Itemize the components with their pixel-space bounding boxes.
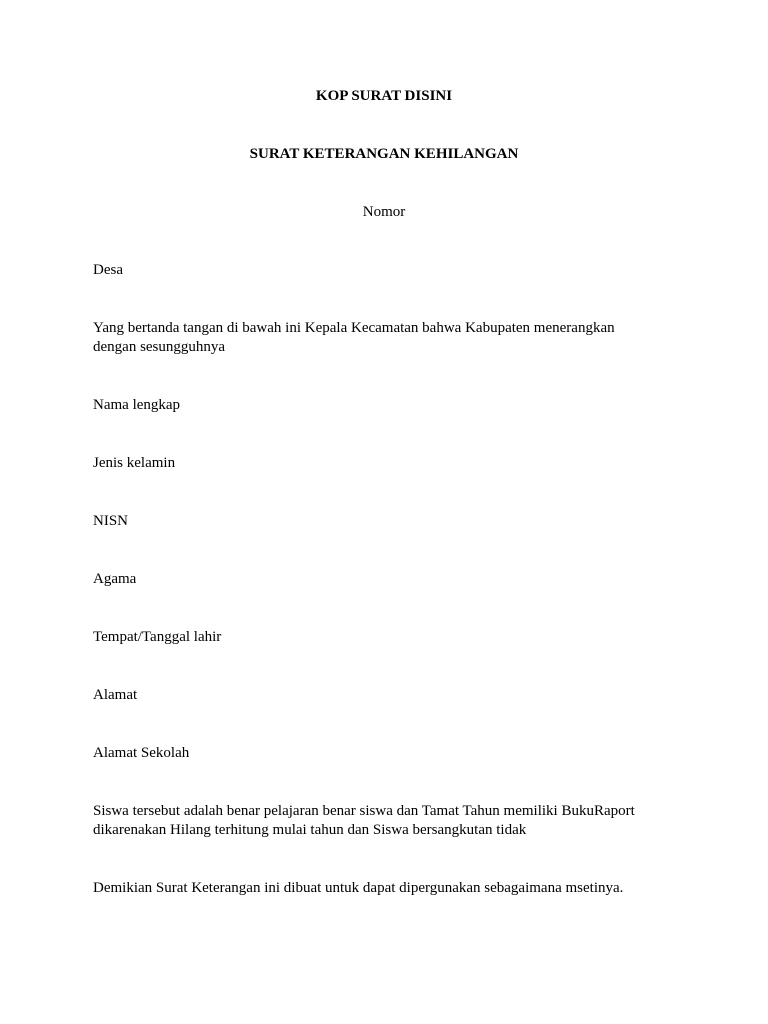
field-gender: Jenis kelamin	[93, 455, 176, 471]
statement-line-2: dikarenakan Hilang terhitung mulai tahun dan Siswa bersangkutan tidak	[93, 822, 527, 838]
field-nisn: NISN	[93, 513, 129, 529]
field-full-name: Nama lengkap	[93, 397, 181, 413]
intro-line-2: dengan sesungguhnya	[93, 339, 226, 355]
village-label: Desa	[93, 262, 123, 278]
closing-paragraph: Demikian Surat Keterangan ini dibuat untuk dapat dipergunakan sebagaimana msetinya.	[93, 880, 624, 896]
field-school-address: Alamat Sekolah	[93, 745, 190, 761]
intro-paragraph	[93, 319, 673, 357]
letter-title: SURAT KETERANGAN KEHILANGAN	[249, 146, 519, 162]
statement-paragraph	[93, 802, 673, 840]
field-address: Alamat	[93, 687, 138, 703]
field-religion: Agama	[93, 571, 137, 587]
intro-line-1: Yang bertanda tangan di bawah ini Kepala Kecamatan bahwa Kabupaten menerangkan	[93, 320, 615, 336]
statement-line-1: Siswa tersebut adalah benar pelajaran benar siswa dan Tamat Tahun memiliki BukuRaport	[93, 803, 635, 819]
field-birth-place-date: Tempat/Tanggal lahir	[93, 629, 222, 645]
letterhead-placeholder: KOP SURAT DISINI	[315, 88, 453, 104]
letter-number-label: Nomor	[362, 204, 406, 220]
